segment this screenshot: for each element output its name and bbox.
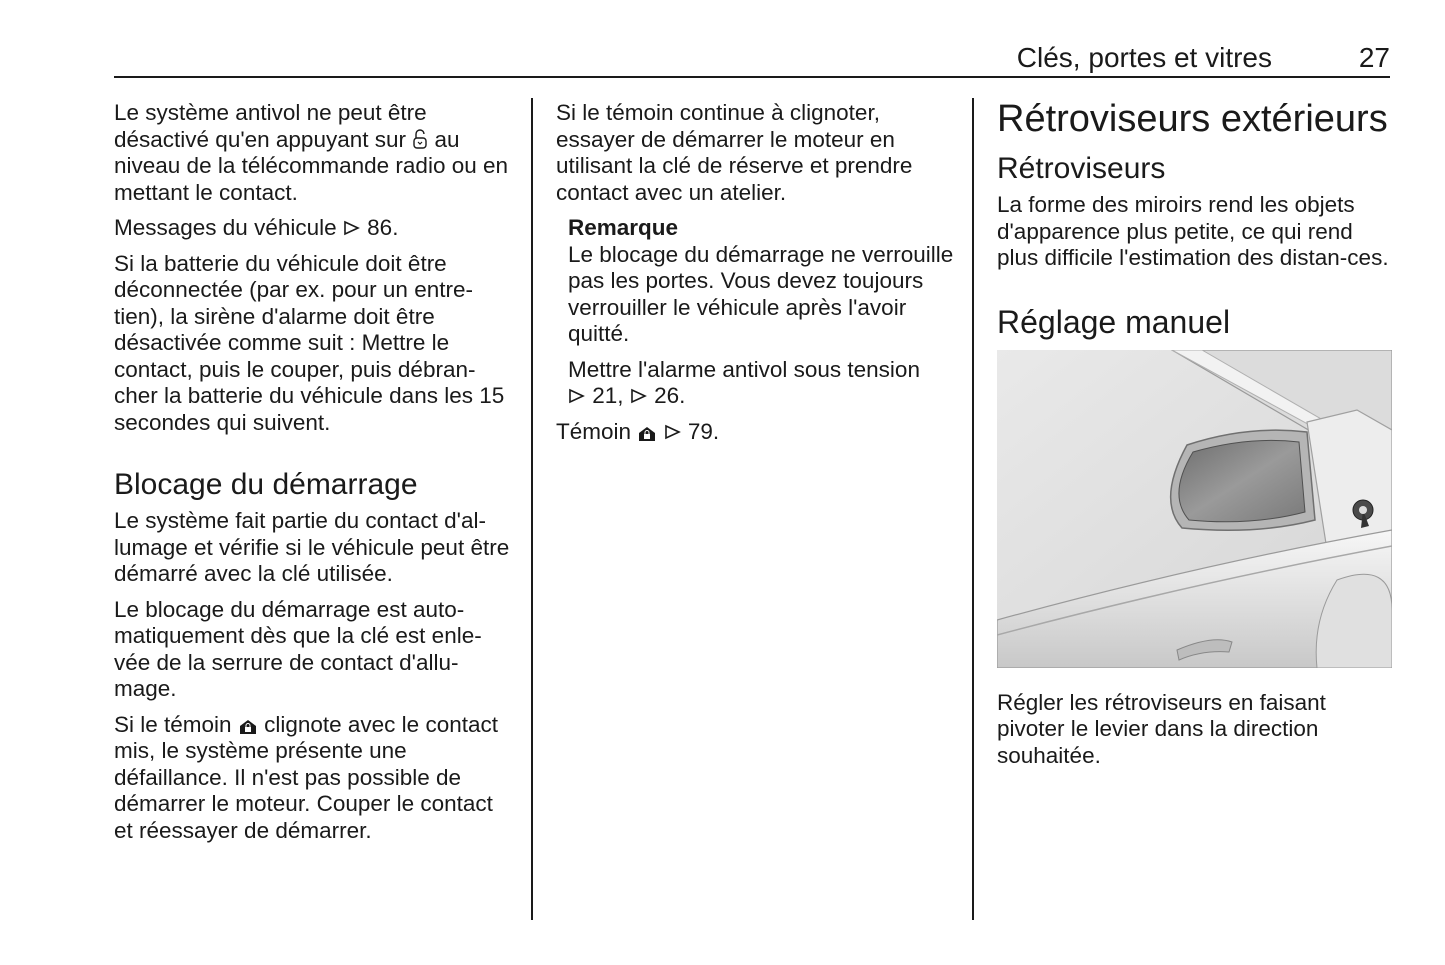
section-heading-manual-adjust: Réglage manuel [997,303,1231,340]
page-ref-arrow-icon [664,423,682,441]
paragraph-text: Témoin [556,418,632,444]
note-box [568,215,956,410]
paragraph-immobilizer-1: Le système fait partie du contact d'al-lumage et vérifie si le véhicule peut être démarré avec la clé utilisée. [114,508,510,586]
page-ref-link[interactable]: 21, [592,383,624,408]
immobilizer-lock-icon [637,424,657,442]
page-ref-arrow-icon [568,387,586,405]
page-ref-arrow-icon [343,219,361,237]
column-1 [114,100,514,853]
section-heading-immobilizer: Blocage du démarrage [114,468,418,501]
paragraph-adjust-instructions: Régler les rétroviseurs en faisant pivoter le levier dans la direction souhaitée. [997,689,1326,768]
note-body: Le blocage du démarrage ne verrouille pas les portes. Vous devez toujours verrouiller le véhicule après l'avoir quitté. [568,241,954,346]
note-title: Remarque [568,215,679,240]
section-title: Clés, portes et vitres [1016,42,1272,73]
note-alarm [568,357,956,410]
page-ref-link[interactable]: 86. [367,215,399,240]
page-ref-link[interactable]: 79. [687,418,720,444]
page-header [114,40,1390,78]
paragraph-text: au niveau de la télécommande radio ou en mettant le contact. [114,126,509,205]
paragraph-text: Si le témoin [114,711,232,737]
paragraph-mirror-shape: La forme des miroirs rend les objets d'apparence plus petite, ce qui rend plus difficile l'estimation des distan-ces. [997,192,1389,270]
page-ref-link[interactable]: 26. [654,383,686,408]
paragraph-vehicle-messages [114,215,514,242]
paragraph-battery: Si la batterie du véhicule doit être déconnectée (par ex. pour un entre-tien), la sirène d'alarme doit être désactivée comme suit : Mettre le contact, puis le couper, puis débran-cher la batterie du véhicule dans les 15 secondes qui suivent. [114,250,505,435]
column-2 [556,100,956,454]
unlock-key-icon [412,128,428,150]
section-heading-mirrors: Rétroviseurs [997,152,1166,185]
paragraph-immobilizer-3 [114,712,514,845]
page-ref-arrow-icon [630,387,648,405]
paragraph-text: clignote avec le contact mis, le système présente une défaillance. Il n'est pas possible de démarrer le moteur. Couper le contact et réessayer de démarrer. [114,711,498,843]
immobilizer-lock-icon [238,717,258,735]
mirror-illustration [997,350,1392,668]
column-3 [997,100,1390,778]
paragraph-text: Le système antivol ne peut être désactivé qu'en appuyant sur [114,100,427,152]
page-number: 27 [1358,42,1390,73]
paragraph-immobilizer-2: Le blocage du démarrage est auto-matiquement dès que la clé est enle-vée de la serrure de contact d'allu-mage. [114,596,482,701]
paragraph-indicator [556,419,956,446]
paragraph-blinking: Si le témoin continue à clignoter, essayer de démarrer le moteur en utilisant la clé de réserve et prendre contact avec un atelier. [556,100,913,205]
chapter-heading: Rétroviseurs extérieurs [997,98,1388,140]
column-divider-left [531,98,533,920]
column-divider-right [972,98,974,920]
paragraph-antitheft [114,100,514,206]
paragraph-text: Messages du véhicule [114,215,337,240]
paragraph-text: Mettre l'alarme antivol sous tension [568,356,920,382]
